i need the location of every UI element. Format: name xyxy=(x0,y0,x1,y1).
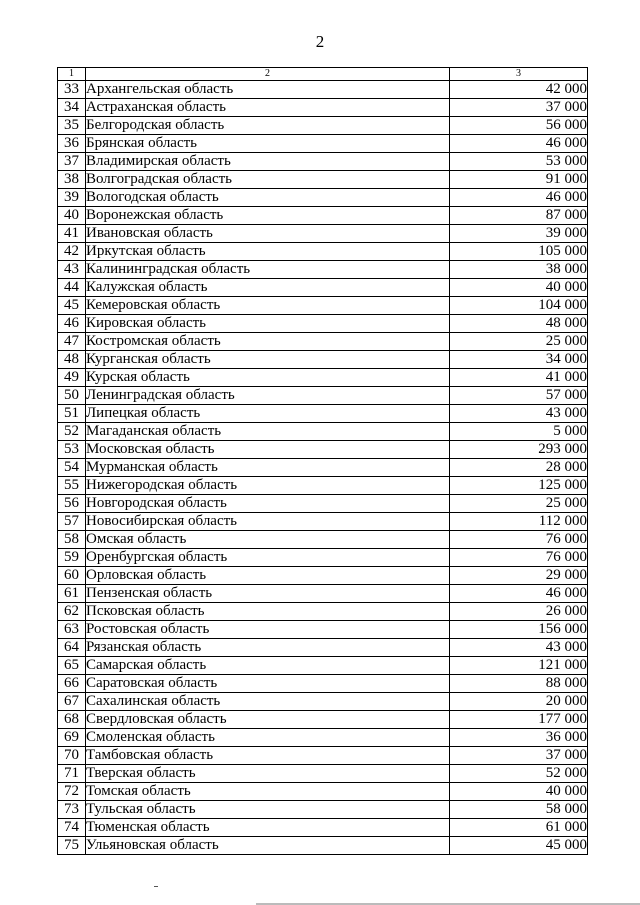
region-name-cell: Воронежская область xyxy=(86,207,450,225)
region-name-cell: Псковская область xyxy=(86,603,450,621)
region-name-cell: Новосибирская область xyxy=(86,513,450,531)
region-name-cell: Вологодская область xyxy=(86,189,450,207)
table-row xyxy=(58,837,588,855)
row-number-cell: 50 xyxy=(58,387,86,405)
table-row xyxy=(58,621,588,639)
amount-cell: 105 000 xyxy=(450,243,588,261)
table-row xyxy=(58,207,588,225)
region-name-cell: Иркутская область xyxy=(86,243,450,261)
table-row xyxy=(58,603,588,621)
region-name-cell: Магаданская область xyxy=(86,423,450,441)
amount-cell: 52 000 xyxy=(450,765,588,783)
row-number-cell: 60 xyxy=(58,567,86,585)
table-row xyxy=(58,99,588,117)
amount-cell: 61 000 xyxy=(450,819,588,837)
region-name-cell: Калужская область xyxy=(86,279,450,297)
table-row xyxy=(58,747,588,765)
region-name-cell: Кемеровская область xyxy=(86,297,450,315)
region-name-cell: Пензенская область xyxy=(86,585,450,603)
amount-cell: 125 000 xyxy=(450,477,588,495)
amount-cell: 104 000 xyxy=(450,297,588,315)
amount-cell: 112 000 xyxy=(450,513,588,531)
table-row xyxy=(58,81,588,99)
row-number-cell: 34 xyxy=(58,99,86,117)
row-number-cell: 42 xyxy=(58,243,86,261)
table-row xyxy=(58,441,588,459)
amount-cell: 88 000 xyxy=(450,675,588,693)
row-number-cell: 62 xyxy=(58,603,86,621)
row-number-cell: 57 xyxy=(58,513,86,531)
column-header-amount: 3 xyxy=(450,68,588,81)
table-row xyxy=(58,423,588,441)
row-number-cell: 39 xyxy=(58,189,86,207)
region-name-cell: Волгоградская область xyxy=(86,171,450,189)
table-row xyxy=(58,225,588,243)
region-name-cell: Брянская область xyxy=(86,135,450,153)
region-name-cell: Тверская область xyxy=(86,765,450,783)
amount-cell: 5 000 xyxy=(450,423,588,441)
region-name-cell: Курская область xyxy=(86,369,450,387)
regions-table xyxy=(57,67,588,855)
region-name-cell: Оренбургская область xyxy=(86,549,450,567)
region-name-cell: Ростовская область xyxy=(86,621,450,639)
region-name-cell: Орловская область xyxy=(86,567,450,585)
amount-cell: 20 000 xyxy=(450,693,588,711)
row-number-cell: 69 xyxy=(58,729,86,747)
region-name-cell: Сахалинская область xyxy=(86,693,450,711)
table-row xyxy=(58,387,588,405)
row-number-cell: 43 xyxy=(58,261,86,279)
region-name-cell: Мурманская область xyxy=(86,459,450,477)
row-number-cell: 63 xyxy=(58,621,86,639)
amount-cell: 177 000 xyxy=(450,711,588,729)
row-number-cell: 37 xyxy=(58,153,86,171)
region-name-cell: Кировская область xyxy=(86,315,450,333)
table-row xyxy=(58,819,588,837)
row-number-cell: 38 xyxy=(58,171,86,189)
table-row xyxy=(58,459,588,477)
row-number-cell: 36 xyxy=(58,135,86,153)
amount-cell: 293 000 xyxy=(450,441,588,459)
amount-cell: 25 000 xyxy=(450,333,588,351)
table-row xyxy=(58,765,588,783)
row-number-cell: 48 xyxy=(58,351,86,369)
row-number-cell: 53 xyxy=(58,441,86,459)
row-number-cell: 51 xyxy=(58,405,86,423)
table-row xyxy=(58,495,588,513)
amount-cell: 46 000 xyxy=(450,189,588,207)
region-name-cell: Белгородская область xyxy=(86,117,450,135)
row-number-cell: 35 xyxy=(58,117,86,135)
amount-cell: 57 000 xyxy=(450,387,588,405)
table-row xyxy=(58,657,588,675)
row-number-cell: 59 xyxy=(58,549,86,567)
row-number-cell: 74 xyxy=(58,819,86,837)
row-number-cell: 41 xyxy=(58,225,86,243)
region-name-cell: Московская область xyxy=(86,441,450,459)
region-name-cell: Липецкая область xyxy=(86,405,450,423)
row-number-cell: 47 xyxy=(58,333,86,351)
table-row xyxy=(58,333,588,351)
region-name-cell: Тульская область xyxy=(86,801,450,819)
amount-cell: 40 000 xyxy=(450,783,588,801)
row-number-cell: 44 xyxy=(58,279,86,297)
table-body xyxy=(58,81,588,855)
row-number-cell: 75 xyxy=(58,837,86,855)
table-row xyxy=(58,729,588,747)
region-name-cell: Костромская область xyxy=(86,333,450,351)
region-name-cell: Архангельская область xyxy=(86,81,450,99)
region-name-cell: Курганская область xyxy=(86,351,450,369)
row-number-cell: 49 xyxy=(58,369,86,387)
row-number-cell: 45 xyxy=(58,297,86,315)
column-header-region: 2 xyxy=(86,68,450,81)
table-row xyxy=(58,171,588,189)
row-number-cell: 54 xyxy=(58,459,86,477)
region-name-cell: Владимирская область xyxy=(86,153,450,171)
row-number-cell: 71 xyxy=(58,765,86,783)
region-name-cell: Ульяновская область xyxy=(86,837,450,855)
table-row xyxy=(58,585,588,603)
amount-cell: 40 000 xyxy=(450,279,588,297)
amount-cell: 46 000 xyxy=(450,135,588,153)
region-name-cell: Астраханская область xyxy=(86,99,450,117)
amount-cell: 53 000 xyxy=(450,153,588,171)
region-name-cell: Ленинградская область xyxy=(86,387,450,405)
region-name-cell: Саратовская область xyxy=(86,675,450,693)
amount-cell: 36 000 xyxy=(450,729,588,747)
amount-cell: 43 000 xyxy=(450,405,588,423)
table-row xyxy=(58,531,588,549)
table-row xyxy=(58,315,588,333)
row-number-cell: 72 xyxy=(58,783,86,801)
table-row xyxy=(58,783,588,801)
table-row xyxy=(58,261,588,279)
region-name-cell: Тюменская область xyxy=(86,819,450,837)
table-row xyxy=(58,477,588,495)
row-number-cell: 68 xyxy=(58,711,86,729)
region-name-cell: Новгородская область xyxy=(86,495,450,513)
region-name-cell: Самарская область xyxy=(86,657,450,675)
region-name-cell: Омская область xyxy=(86,531,450,549)
row-number-cell: 65 xyxy=(58,657,86,675)
table-row xyxy=(58,675,588,693)
amount-cell: 42 000 xyxy=(450,81,588,99)
table-row xyxy=(58,405,588,423)
amount-cell: 41 000 xyxy=(450,369,588,387)
table-row xyxy=(58,711,588,729)
table-row xyxy=(58,117,588,135)
row-number-cell: 61 xyxy=(58,585,86,603)
amount-cell: 28 000 xyxy=(450,459,588,477)
table-row xyxy=(58,135,588,153)
row-number-cell: 58 xyxy=(58,531,86,549)
table-row xyxy=(58,549,588,567)
scan-artifact-dot xyxy=(154,886,158,887)
amount-cell: 37 000 xyxy=(450,99,588,117)
page-number: 2 xyxy=(315,32,325,51)
amount-cell: 38 000 xyxy=(450,261,588,279)
amount-cell: 76 000 xyxy=(450,531,588,549)
column-header-number: 1 xyxy=(58,68,86,81)
amount-cell: 156 000 xyxy=(450,621,588,639)
region-name-cell: Тамбовская область xyxy=(86,747,450,765)
row-number-cell: 56 xyxy=(58,495,86,513)
amount-cell: 34 000 xyxy=(450,351,588,369)
amount-cell: 25 000 xyxy=(450,495,588,513)
region-name-cell: Калининградская область xyxy=(86,261,450,279)
amount-cell: 45 000 xyxy=(450,837,588,855)
row-number-cell: 67 xyxy=(58,693,86,711)
table-header-row xyxy=(58,68,588,81)
amount-cell: 29 000 xyxy=(450,567,588,585)
amount-cell: 87 000 xyxy=(450,207,588,225)
row-number-cell: 40 xyxy=(58,207,86,225)
row-number-cell: 52 xyxy=(58,423,86,441)
table-row xyxy=(58,801,588,819)
table-row xyxy=(58,351,588,369)
row-number-cell: 46 xyxy=(58,315,86,333)
region-name-cell: Рязанская область xyxy=(86,639,450,657)
amount-cell: 37 000 xyxy=(450,747,588,765)
table-row xyxy=(58,369,588,387)
amount-cell: 39 000 xyxy=(450,225,588,243)
table-row xyxy=(58,639,588,657)
amount-cell: 121 000 xyxy=(450,657,588,675)
row-number-cell: 70 xyxy=(58,747,86,765)
table-row xyxy=(58,297,588,315)
table-row xyxy=(58,243,588,261)
row-number-cell: 64 xyxy=(58,639,86,657)
table-row xyxy=(58,567,588,585)
row-number-cell: 73 xyxy=(58,801,86,819)
region-name-cell: Смоленская область xyxy=(86,729,450,747)
amount-cell: 46 000 xyxy=(450,585,588,603)
amount-cell: 91 000 xyxy=(450,171,588,189)
row-number-cell: 55 xyxy=(58,477,86,495)
region-name-cell: Томская область xyxy=(86,783,450,801)
table-row xyxy=(58,189,588,207)
amount-cell: 48 000 xyxy=(450,315,588,333)
table-row xyxy=(58,279,588,297)
amount-cell: 58 000 xyxy=(450,801,588,819)
region-name-cell: Нижегородская область xyxy=(86,477,450,495)
table-row xyxy=(58,153,588,171)
region-name-cell: Свердловская область xyxy=(86,711,450,729)
region-name-cell: Ивановская область xyxy=(86,225,450,243)
amount-cell: 56 000 xyxy=(450,117,588,135)
amount-cell: 43 000 xyxy=(450,639,588,657)
amount-cell: 76 000 xyxy=(450,549,588,567)
row-number-cell: 66 xyxy=(58,675,86,693)
row-number-cell: 33 xyxy=(58,81,86,99)
table-row xyxy=(58,693,588,711)
table-row xyxy=(58,513,588,531)
amount-cell: 26 000 xyxy=(450,603,588,621)
